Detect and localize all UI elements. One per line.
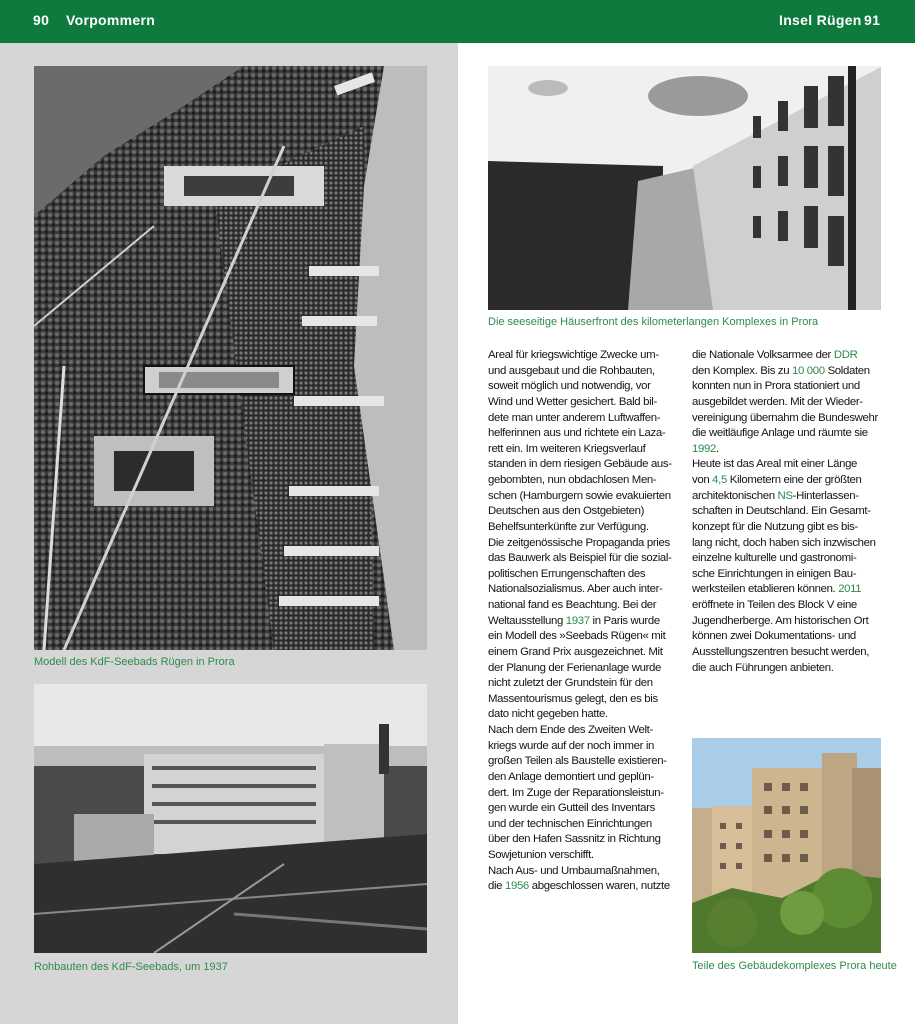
text-line: national fand es Beachtung. Bei der (488, 599, 657, 611)
construction-photo-caption: Rohbauten des KdF-Seebads, um 1937 (34, 961, 228, 973)
text-line (488, 614, 680, 630)
text-line: einem Grand Prix ausgezeichnet. Mit (488, 645, 663, 658)
prora-today-caption: Teile des Gebäudekomplexes Prora heute (692, 960, 897, 972)
text-line: den Anlage demontiert und geplün- (488, 770, 654, 783)
text-segment: abgeschlossen waren, nutzte (528, 880, 670, 893)
text-line: und der technischen Einrichtungen (488, 817, 652, 830)
text-line: Ausstellungszentren besucht werden, (692, 645, 870, 658)
text-line: konzept für die Nutzung gibt es bis- (692, 520, 858, 533)
text-segment: werksteilen etablieren können. (692, 583, 839, 596)
text-line: die weitläufige Anlage und räumte sie (692, 427, 868, 440)
text-segment: Soldaten (824, 364, 870, 377)
seafront-photo (488, 66, 881, 310)
text-line: eröffnete in Teilen des Block V eine (692, 599, 857, 611)
text-line: Wind und Wetter gesichert. Bald bil- (488, 395, 657, 408)
text-segment: architektonischen (692, 489, 778, 502)
text-segment: . (715, 442, 719, 455)
seafront-photo-caption: Die seeseitige Häuserfront des kilometerlangen Komplexes in Prora (488, 316, 819, 328)
text-line: soweit möglich und notwendig, vor (488, 380, 651, 393)
text-line: vereinigung übernahm die Bundeswehr (692, 411, 878, 424)
text-line: Deutschen aus den Ostgebieten) (488, 505, 645, 518)
text-line: der Planung der Ferienanlage wurde (488, 661, 662, 674)
text-line: dert. Im Zuge der Reparationsleistun- (488, 786, 664, 799)
text-line: kriegs wurde auf der noch immer in (488, 739, 654, 752)
text-line: großen Teilen als Baustelle existieren- (488, 755, 667, 768)
text-line: lang nicht, doch haben sich inzwischen (692, 536, 876, 549)
text-line: und ausgebaut und die Rohbauten, (488, 364, 655, 377)
text-line: rett ein. Im weiteren Kriegsverlauf (488, 442, 646, 455)
highlighted-number: 10 000 (792, 364, 825, 377)
text-line: Jugendherberge. Am historischen Ort (692, 614, 869, 627)
right-page-number: 91 (864, 12, 881, 28)
text-line: sche Einrichtungen in einigen Bau- (692, 567, 857, 580)
text-segment: -Hinterlassen- (792, 489, 859, 502)
text-line: dete man unter anderem Luftwaffen- (488, 411, 661, 424)
left-page-number: 90 (33, 12, 50, 28)
text-line: das Bauwerk als Beispiel für die sozial- (488, 552, 672, 565)
highlighted-number: DDR (833, 349, 858, 361)
highlighted-number: 1937 (565, 614, 590, 627)
text-line (692, 348, 884, 364)
text-line: die auch Führungen anbieten. (692, 661, 834, 674)
text-line: helferinnen aus und richtete ein Laza- (488, 427, 666, 440)
model-photo-caption: Modell des KdF-Seebads Rügen in Prora (34, 656, 235, 668)
text-line: standen in dem riesigen Gebäude aus- (488, 458, 672, 471)
text-line (692, 582, 884, 598)
text-line: Behelfsunterkünfte zur Verfügung. (488, 520, 649, 533)
highlighted-number: NS (777, 489, 793, 502)
text-line: Heute ist das Areal mit einer Länge (692, 458, 858, 471)
text-line (692, 442, 884, 458)
text-line: politischen Errungenschaften des (488, 567, 646, 580)
text-segment: in Paris wurde (589, 614, 660, 627)
prora-today-photo (692, 738, 881, 953)
text-line: gen wurde ein Gutteil des Inventars (488, 802, 655, 815)
text-line: dato nicht gegeben hatte. (488, 708, 608, 721)
text-line: Nach Aus- und Umbaumaßnahmen, (488, 864, 660, 877)
body-text-column-1 (488, 348, 680, 895)
left-section-title: Vorpommern (66, 12, 156, 28)
text-line (692, 489, 884, 505)
text-line: ausgebildet werden. Mit der Wieder- (692, 395, 863, 408)
text-line (488, 879, 680, 895)
text-line: können zwei Dokumentations- und (692, 630, 856, 643)
text-line: gebombten, nun obdachlosen Men- (488, 474, 657, 486)
highlighted-number: 1992 (692, 442, 716, 455)
text-line: schaften in Deutschland. Ein Gesamt- (692, 505, 871, 518)
highlighted-number: 1956 (504, 880, 529, 893)
text-line (692, 473, 884, 489)
text-line: Die zeitgenössische Propaganda pries (488, 536, 670, 549)
text-line: nicht zuletzt der Grundstein für den (488, 677, 653, 690)
text-line: einzelne kulturelle und gastronomi- (692, 552, 857, 565)
construction-photo (34, 684, 427, 953)
text-line: Areal für kriegswichtige Zwecke um- (488, 349, 659, 361)
text-line: Nach dem Ende des Zweiten Welt- (488, 724, 653, 736)
text-line: ein Modell des »Seebads Rügen« mit (488, 630, 666, 643)
text-line: Nationalsozialismus. Aber auch inter- (488, 583, 663, 596)
model-aerial-photo (34, 66, 427, 650)
highlighted-number: 4,5 (712, 474, 727, 486)
text-line: schen (Hamburgern sowie evakuierten (488, 489, 671, 502)
body-text-column-2 (692, 348, 884, 676)
page-header-bar (0, 0, 915, 43)
text-segment: den Komplex. Bis zu (692, 364, 792, 377)
text-line: Sowjetunion verschifft. (488, 849, 594, 861)
text-line: Massentourismus gelegt, den es bis (488, 692, 658, 705)
text-line: konnten nun in Prora stationiert und (692, 380, 860, 393)
text-segment: von (692, 474, 713, 486)
text-line: über den Hafen Sassnitz in Richtung (488, 833, 661, 846)
highlighted-number: 2011 (838, 583, 862, 596)
text-line (692, 364, 884, 380)
text-segment: die Nationale Volksarmee der (692, 349, 834, 361)
text-segment: die (488, 880, 505, 893)
text-segment: Weltausstellung (488, 614, 566, 627)
text-segment: Kilometern eine der größten (726, 474, 862, 486)
right-section-title: Insel Rügen (779, 12, 862, 28)
